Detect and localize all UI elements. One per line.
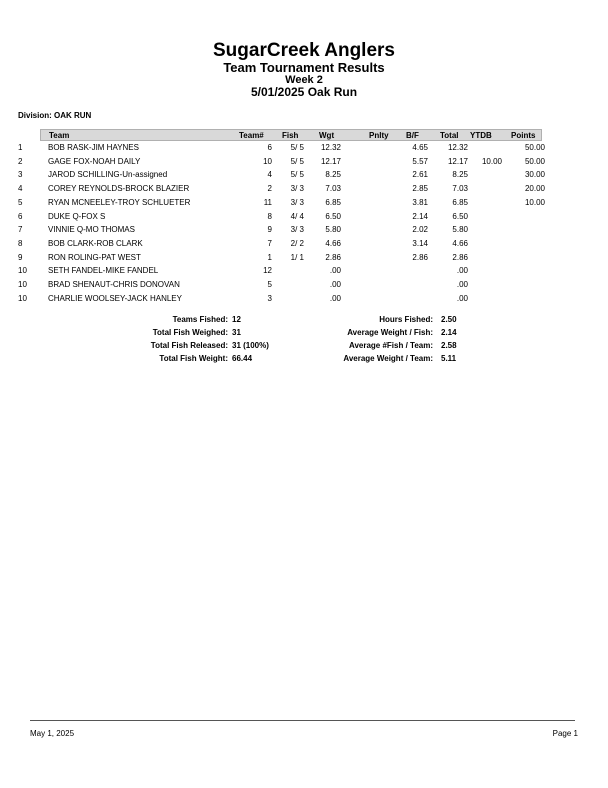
rank-cell: 1 [18, 143, 23, 152]
team-name-cell: RYAN MCNEELEY-TROY SCHLUETER [48, 197, 191, 207]
summary-value: 2.58 [441, 341, 457, 350]
fish-count-cell: 3/ 3 [290, 197, 304, 207]
table-row [0, 184, 608, 198]
team-name-cell: VINNIE Q-MO THOMAS [48, 225, 135, 235]
weight-cell: 5.80 [325, 225, 341, 235]
team-name-cell: RON ROLING-PAT WEST [48, 252, 141, 262]
summary-value: 66.44 [232, 354, 253, 363]
col-header-total: Total [440, 131, 459, 140]
points-cell: 20.00 [524, 184, 545, 194]
summary-value: 12 [232, 315, 241, 324]
weight-cell: 2.86 [325, 252, 341, 262]
total-weight-cell: .00 [456, 293, 468, 303]
team-number-cell: 8 [267, 211, 272, 221]
points-cell: 30.00 [524, 170, 545, 180]
table-row [0, 280, 608, 294]
weight-cell: 6.50 [325, 211, 341, 221]
report-week: Week 2 [285, 74, 323, 86]
column-header-bar [40, 129, 542, 141]
division-label: Division: OAK RUN [18, 111, 92, 120]
big-fish-cell: 5.57 [412, 156, 428, 166]
weight-cell: 4.66 [325, 238, 341, 248]
ytd-bonus-cell: 10.00 [481, 156, 502, 166]
summary-value: 2.50 [441, 315, 457, 324]
rank-cell: 4 [18, 184, 23, 194]
rank-cell: 7 [18, 225, 23, 235]
big-fish-cell: 2.85 [412, 184, 428, 194]
rank-cell: 6 [18, 211, 23, 221]
team-number-cell: 6 [267, 143, 272, 152]
team-number-cell: 12 [263, 266, 272, 276]
team-name-cell: BOB CLARK-ROB CLARK [48, 238, 143, 248]
points-cell: 50.00 [524, 156, 545, 166]
big-fish-cell: 2.02 [412, 225, 428, 235]
col-header-bf: B/F [406, 131, 419, 140]
points-cell: 10.00 [524, 197, 545, 207]
col-header-fish: Fish [282, 131, 299, 140]
points-cell: 50.00 [524, 143, 545, 152]
summary-label: Total Fish Released: [150, 341, 228, 350]
rank-cell: 3 [18, 170, 23, 180]
total-weight-cell: .00 [456, 280, 468, 289]
team-number-cell: 10 [263, 156, 272, 166]
rank-cell: 10 [18, 293, 27, 303]
weight-cell: 7.03 [325, 184, 341, 194]
col-header-team-no: Team# [239, 131, 264, 140]
summary-label: Teams Fished: [172, 315, 228, 324]
team-name-cell: DUKE Q-FOX S [48, 211, 106, 221]
summary-label: Total Fish Weighed: [152, 328, 228, 337]
summary-value: 31 (100%) [232, 341, 269, 350]
summary-value: 31 [232, 328, 241, 337]
team-number-cell: 11 [263, 197, 272, 207]
col-header-ytdb: YTDB [470, 131, 492, 140]
weight-cell: 6.85 [325, 197, 341, 207]
team-number-cell: 2 [267, 184, 272, 194]
fish-count-cell: 3/ 3 [290, 184, 304, 194]
table-row [0, 198, 608, 212]
team-name-cell: GAGE FOX-NOAH DAILY [48, 156, 141, 166]
total-weight-cell: 6.50 [452, 211, 468, 221]
team-name-cell: JAROD SCHILLING-Un-assigned [48, 170, 168, 180]
total-weight-cell: .00 [456, 266, 468, 276]
rank-cell: 8 [18, 238, 23, 248]
rank-cell: 5 [18, 197, 23, 207]
summary-value: 5.11 [441, 354, 457, 363]
fish-count-cell: 5/ 5 [290, 170, 304, 180]
team-number-cell: 9 [267, 225, 272, 235]
team-name-cell: COREY REYNOLDS-BROCK BLAZIER [48, 184, 190, 194]
footer-date: May 1, 2025 [30, 729, 75, 738]
summary-label: Average Weight / Fish: [347, 328, 433, 337]
table-row [0, 239, 608, 253]
fish-count-cell: 5/ 5 [290, 143, 304, 152]
total-weight-cell: 12.17 [447, 156, 468, 166]
team-name-cell: CHARLIE WOOLSEY-JACK HANLEY [48, 293, 182, 303]
col-header-wgt: Wgt [319, 131, 335, 140]
footer-page-number: Page 1 [552, 729, 578, 738]
team-name-cell: BRAD SHENAUT-CHRIS DONOVAN [48, 280, 180, 289]
team-number-cell: 5 [267, 280, 272, 289]
weight-cell: 12.32 [320, 143, 341, 152]
team-number-cell: 7 [267, 238, 272, 248]
summary-value: 2.14 [441, 328, 457, 337]
table-row [0, 294, 608, 308]
big-fish-cell: 3.14 [412, 238, 428, 248]
team-number-cell: 4 [267, 170, 272, 180]
big-fish-cell: 2.14 [412, 211, 428, 221]
weight-cell: 8.25 [325, 170, 341, 180]
report-title: SugarCreek Anglers [213, 40, 395, 61]
col-header-team: Team [49, 131, 70, 140]
big-fish-cell: 4.65 [412, 143, 428, 152]
table-row [0, 266, 608, 280]
team-name-cell: BOB RASK-JIM HAYNES [48, 143, 139, 152]
report-subtitle: Team Tournament Results [223, 60, 385, 75]
weight-cell: .00 [329, 266, 341, 276]
summary-label: Total Fish Weight: [159, 354, 228, 363]
summary-label: Average #Fish / Team: [348, 341, 433, 350]
fish-count-cell: 2/ 2 [290, 238, 304, 248]
summary-row [0, 354, 608, 369]
col-header-pnlty: Pnlty [369, 131, 389, 140]
col-header-points: Points [511, 131, 536, 140]
team-number-cell: 1 [267, 252, 272, 262]
table-row [0, 253, 608, 267]
summary-label: Average Weight / Team: [343, 354, 433, 363]
big-fish-cell: 2.61 [412, 170, 428, 180]
report-header [0, 40, 608, 99]
table-row [0, 212, 608, 226]
fish-count-cell: 4/ 4 [290, 211, 304, 221]
table-row [0, 157, 608, 171]
total-weight-cell: 2.86 [452, 252, 468, 262]
fish-count-cell: 1/ 1 [290, 252, 304, 262]
total-weight-cell: 8.25 [452, 170, 468, 180]
table-row [0, 143, 608, 157]
table-row [0, 170, 608, 184]
report-date-location: 5/01/2025 Oak Run [250, 85, 358, 99]
fish-count-cell: 5/ 5 [290, 156, 304, 166]
total-weight-cell: 7.03 [452, 184, 468, 194]
total-weight-cell: 4.66 [452, 238, 468, 248]
rank-cell: 10 [18, 266, 27, 276]
total-weight-cell: 5.80 [452, 225, 468, 235]
big-fish-cell: 2.86 [412, 252, 428, 262]
weight-cell: .00 [329, 293, 341, 303]
fish-count-cell: 3/ 3 [290, 225, 304, 235]
footer-divider [30, 720, 575, 721]
table-row [0, 225, 608, 239]
team-number-cell: 3 [267, 293, 272, 303]
team-name-cell: SETH FANDEL-MIKE FANDEL [48, 266, 159, 276]
weight-cell: .00 [329, 280, 341, 289]
weight-cell: 12.17 [320, 156, 341, 166]
total-weight-cell: 6.85 [452, 197, 468, 207]
rank-cell: 9 [18, 252, 23, 262]
summary-label: Hours Fished: [379, 315, 433, 324]
big-fish-cell: 3.81 [412, 197, 428, 207]
total-weight-cell: 12.32 [447, 143, 468, 152]
rank-cell: 2 [18, 156, 23, 166]
rank-cell: 10 [18, 280, 27, 289]
